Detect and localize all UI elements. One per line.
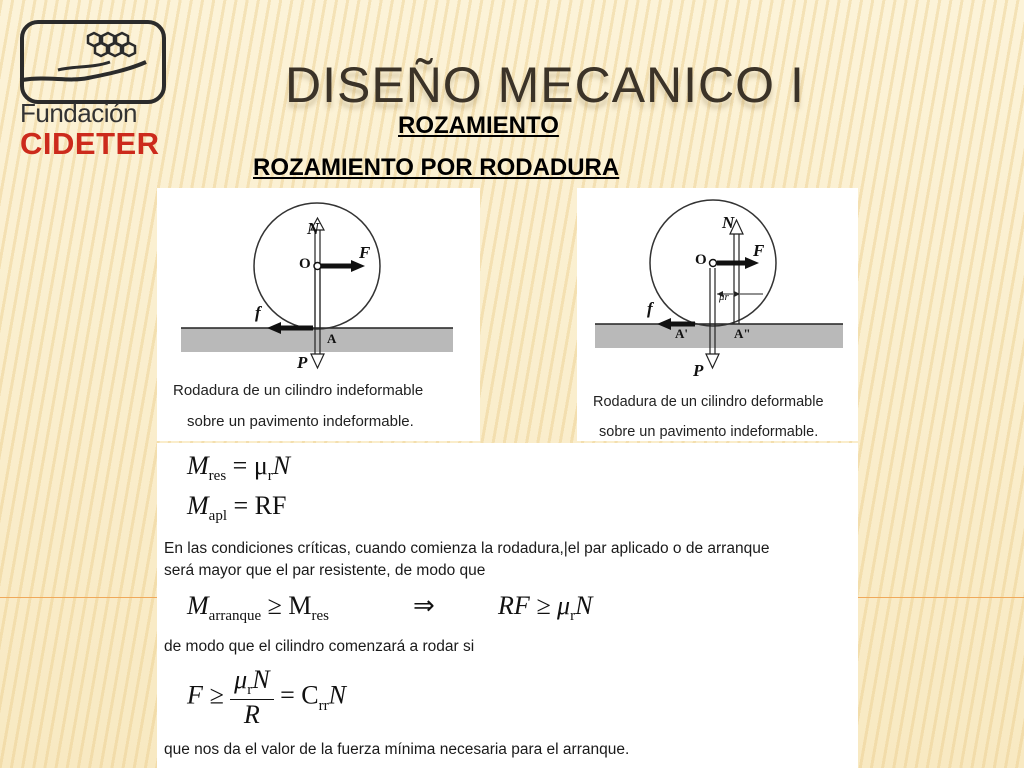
figure-right-panel <box>577 188 858 441</box>
formula-force: F ≥ $\frac{\mu_rN}{R}$ = $C_{rr}N$ <box>187 665 346 730</box>
paragraph-critical-line2: será mayor que el par resistente, de modo que <box>164 562 486 579</box>
paragraph-critical-line1: En las condiciones críticas, cuando comienza la rodadura,|el par aplicado o de arranque <box>164 540 770 557</box>
label-P: P <box>297 353 308 372</box>
label-f: f <box>255 303 261 322</box>
figure-left-panel <box>157 188 480 441</box>
label-A-double-prime: A" <box>734 326 751 341</box>
caption-right-line2: sobre un pavimento indeformable. <box>599 424 819 440</box>
deformable-cylinder-diagram <box>577 188 858 388</box>
rigid-cylinder-diagram <box>157 188 480 378</box>
formula-m-apl: $M_{apl}$ = RF <box>187 491 287 525</box>
subtitle-rozamiento-rodadura: ROZAMIENTO POR RODADURA <box>253 154 620 181</box>
label-O: O <box>695 252 707 268</box>
caption-left-line2: sobre un pavimento indeformable. <box>187 413 414 430</box>
slide-title: DISEÑO MECANICO I <box>285 57 805 113</box>
formula-m-res: $M_{res} = \mu_rN$ <box>187 451 291 485</box>
label-N: N <box>307 219 320 238</box>
label-O: O <box>299 256 311 272</box>
caption-right-line1: Rodadura de un cilindro deformable <box>593 394 824 410</box>
paragraph-rodar: de modo que el cilindro comenzará a rodar si <box>164 638 475 655</box>
label-mu-r: μr <box>719 291 729 303</box>
fraction: $\frac{\mu_rN}{R}$ <box>230 665 273 730</box>
caption-left-line1: Rodadura de un cilindro indeformable <box>173 382 424 399</box>
implies-arrow: ⇒ <box>413 591 435 620</box>
label-F: F <box>359 243 371 262</box>
label-N: N <box>722 213 735 232</box>
logo-text-fundacion: Fundación <box>20 98 137 128</box>
formula-arranque: $M_{arranque} \ge M_{res}$ <box>187 591 330 625</box>
paragraph-fuerza-minima: que nos da el valor de la fuerza mínima necesaria para el arranque. <box>164 741 630 758</box>
label-A: A <box>327 331 337 346</box>
formula-panel <box>157 443 858 768</box>
label-A-prime: A' <box>675 326 688 341</box>
logo-text-cideter: CIDETER <box>20 126 160 161</box>
label-F: F <box>753 241 765 260</box>
label-P: P <box>693 361 704 380</box>
formula-rf: RF ≥ $\mu_rN$ <box>498 591 593 625</box>
subtitle-rozamiento: ROZAMIENTO <box>398 112 559 139</box>
label-f: f <box>647 299 653 318</box>
